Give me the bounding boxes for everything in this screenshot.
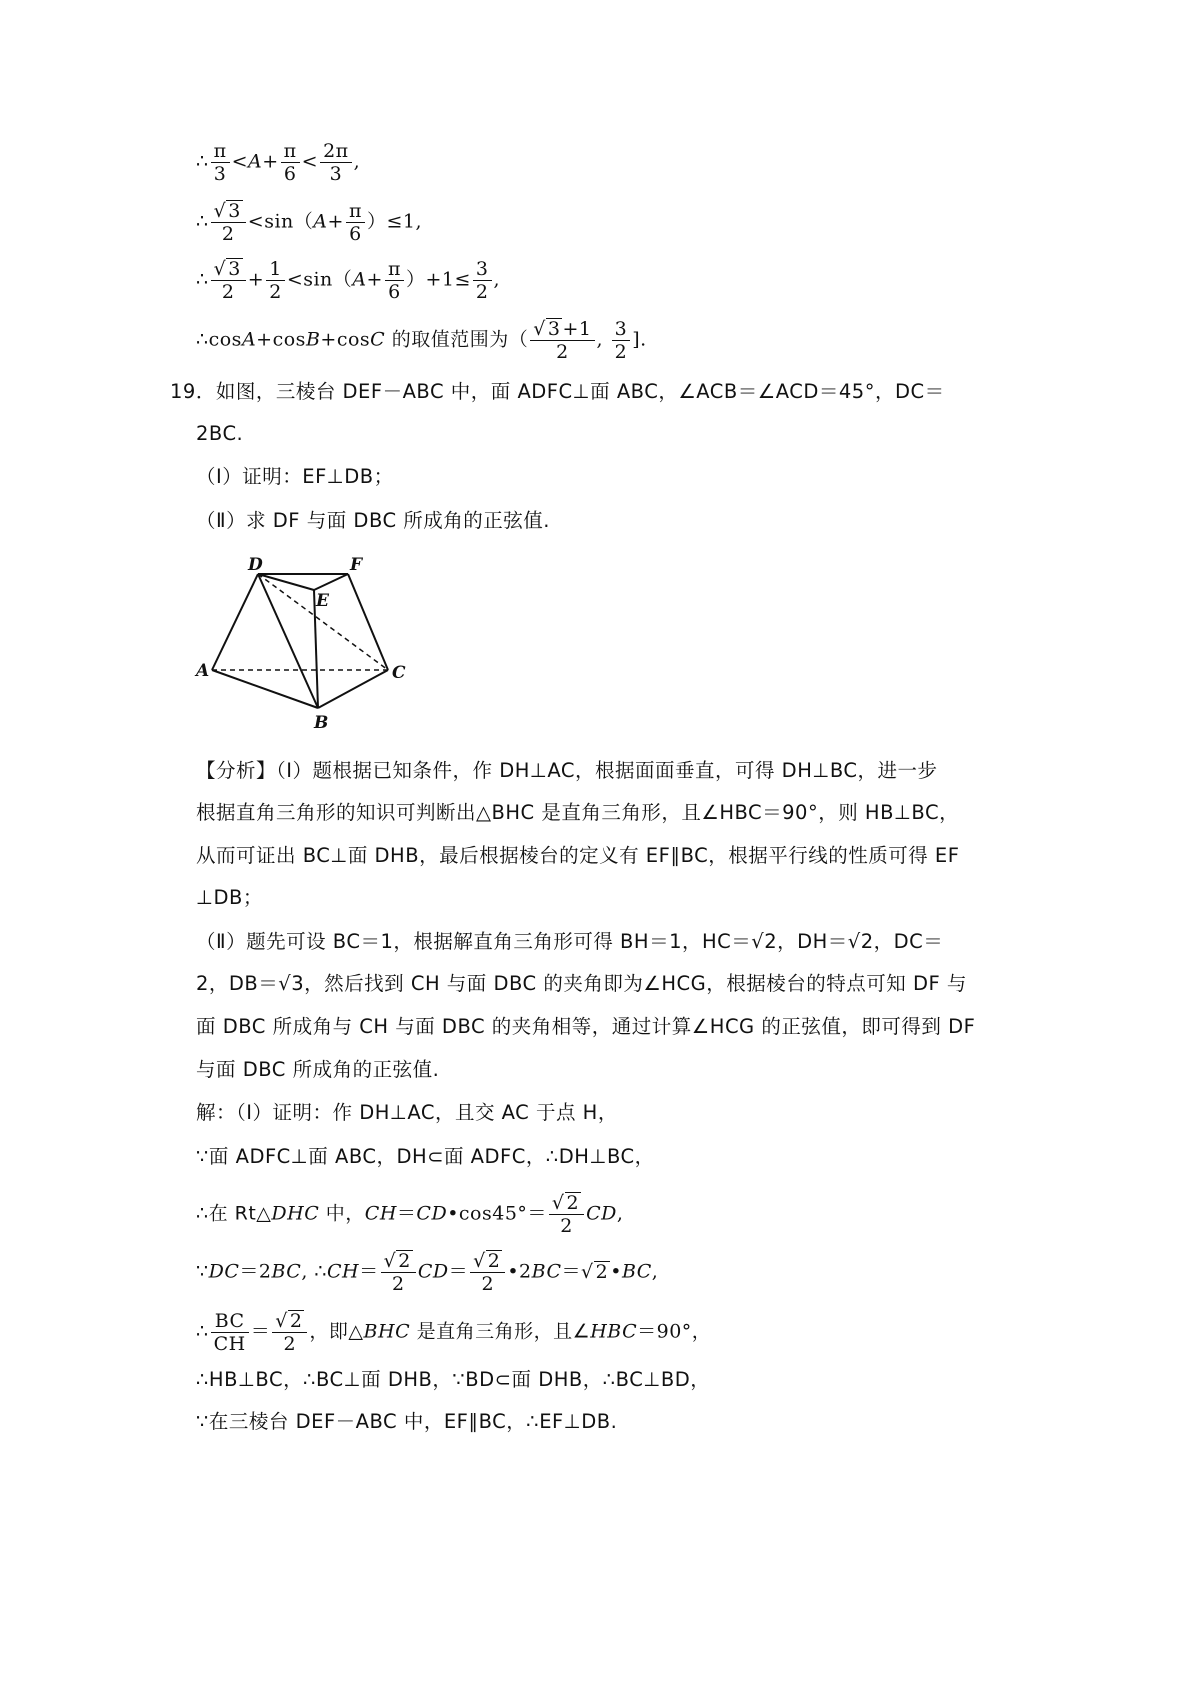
frustum-diagram: [192, 548, 432, 738]
label-B: B: [314, 713, 329, 733]
question-19-part-2: （Ⅱ）求 DF 与面 DBC 所成角的正弦值.: [196, 509, 550, 532]
line-4: ∴cosA+cosB+cosC 的取值范围为（ $\frac{√ 3 +1}{2}$ , $\frac{3}{2}$ ].: [196, 318, 647, 363]
label-D: D: [248, 555, 263, 575]
analysis-line-3: 从而可证出 BC⊥面 DHB，最后根据棱台的定义有 EF∥BC，根据平行线的性质可得 EF: [196, 844, 960, 867]
solution-line-6: ∴HB⊥BC，∴BC⊥面 DHB，∵BD⊂面 DHB，∴BC⊥BD，: [196, 1368, 711, 1391]
analysis-line-2: 根据直角三角形的知识可判断出△BHC 是直角三角形，且∠HBC＝90°，则 HB⊥BC，: [196, 801, 960, 824]
edge-DA: [212, 574, 258, 670]
analysis-line-4: ⊥DB；: [196, 886, 263, 909]
analysis-line-7: 面 DBC 所成角与 CH 与面 DBC 的夹角相等，通过计算∠HCG 的正弦值，即可得到 DF: [196, 1015, 976, 1038]
label-E: E: [316, 591, 329, 611]
label-F: F: [350, 555, 363, 575]
edge-AB: [212, 670, 318, 708]
edge-EF: [314, 574, 348, 590]
edge-BC: [318, 670, 388, 708]
analysis-line-5: （Ⅱ）题先可设 BC＝1，根据解直角三角形可得 BH＝1，HC＝√2，DH＝√2，DC＝: [196, 930, 944, 953]
analysis-line-8: 与面 DBC 所成角的正弦值.: [196, 1058, 440, 1081]
edge-DE: [258, 574, 314, 590]
question-19-line-1: 19．如图，三棱台 DEF－ABC 中，面 ADFC⊥面 ABC，∠ACB＝∠ACD＝45°，DC＝: [170, 380, 945, 403]
line-3: ∴ $\frac{√ 3}{2}$ + $\frac{1}{2}$ <sin（A+ $\frac{\pi}{6}$ ）+1≤ $\frac{3}{2}$ ,: [196, 258, 501, 303]
solution-line-2: ∵面 ADFC⊥面 ABC，DH⊂面 ADFC，∴DH⊥BC，: [196, 1145, 655, 1168]
solution-line-7: ∵在三棱台 DEF－ABC 中，EF∥BC，∴EF⊥DB.: [196, 1410, 618, 1433]
question-19-part-1: （Ⅰ）证明：EF⊥DB；: [196, 465, 394, 488]
label-C: C: [392, 663, 406, 683]
question-19-line-2: 2BC.: [196, 422, 244, 445]
analysis-line-6: 2，DB＝√3，然后找到 CH 与面 DBC 的夹角即为∠HCG，根据棱台的特点可知 DF 与: [196, 972, 967, 995]
solution-line-1: 解：（Ⅰ）证明：作 DH⊥AC，且交 AC 于点 H，: [196, 1101, 618, 1124]
label-A: A: [196, 661, 210, 681]
solution-line-4: ∵DC＝2BC, ∴CH＝ $\frac{√ 2}{2}$ CD＝ $\frac{√ 2}{2}$ •2BC＝√ 2 •BC,: [196, 1250, 659, 1295]
line-2: ∴ $\frac{√ 3}{2}$ <sin（A+ $\frac{\pi}{6}$ ）≤1,: [196, 200, 423, 245]
solution-line-3: ∴在 Rt△DHC 中，CH＝CD•cos45°＝ $\frac{√ 2}{2}$ CD,: [196, 1192, 624, 1237]
analysis-line-1: 【分析】（Ⅰ）题根据已知条件，作 DH⊥AC，根据面面垂直，可得 DH⊥BC，进一步: [196, 759, 938, 782]
line-1: ∴ $\frac{\pi}{3}$ <A+ $\frac{\pi}{6}$ < $\frac{2\pi}{3}$ ,: [196, 140, 361, 185]
edge-DB: [258, 574, 318, 708]
solution-line-5: ∴ $\frac{BC}{CH}$ ＝ $\frac{√ 2}{2}$ ，即△BHC 是直角三角形，且∠HBC＝90°，: [196, 1310, 712, 1355]
frustum-figure: [192, 548, 432, 738]
